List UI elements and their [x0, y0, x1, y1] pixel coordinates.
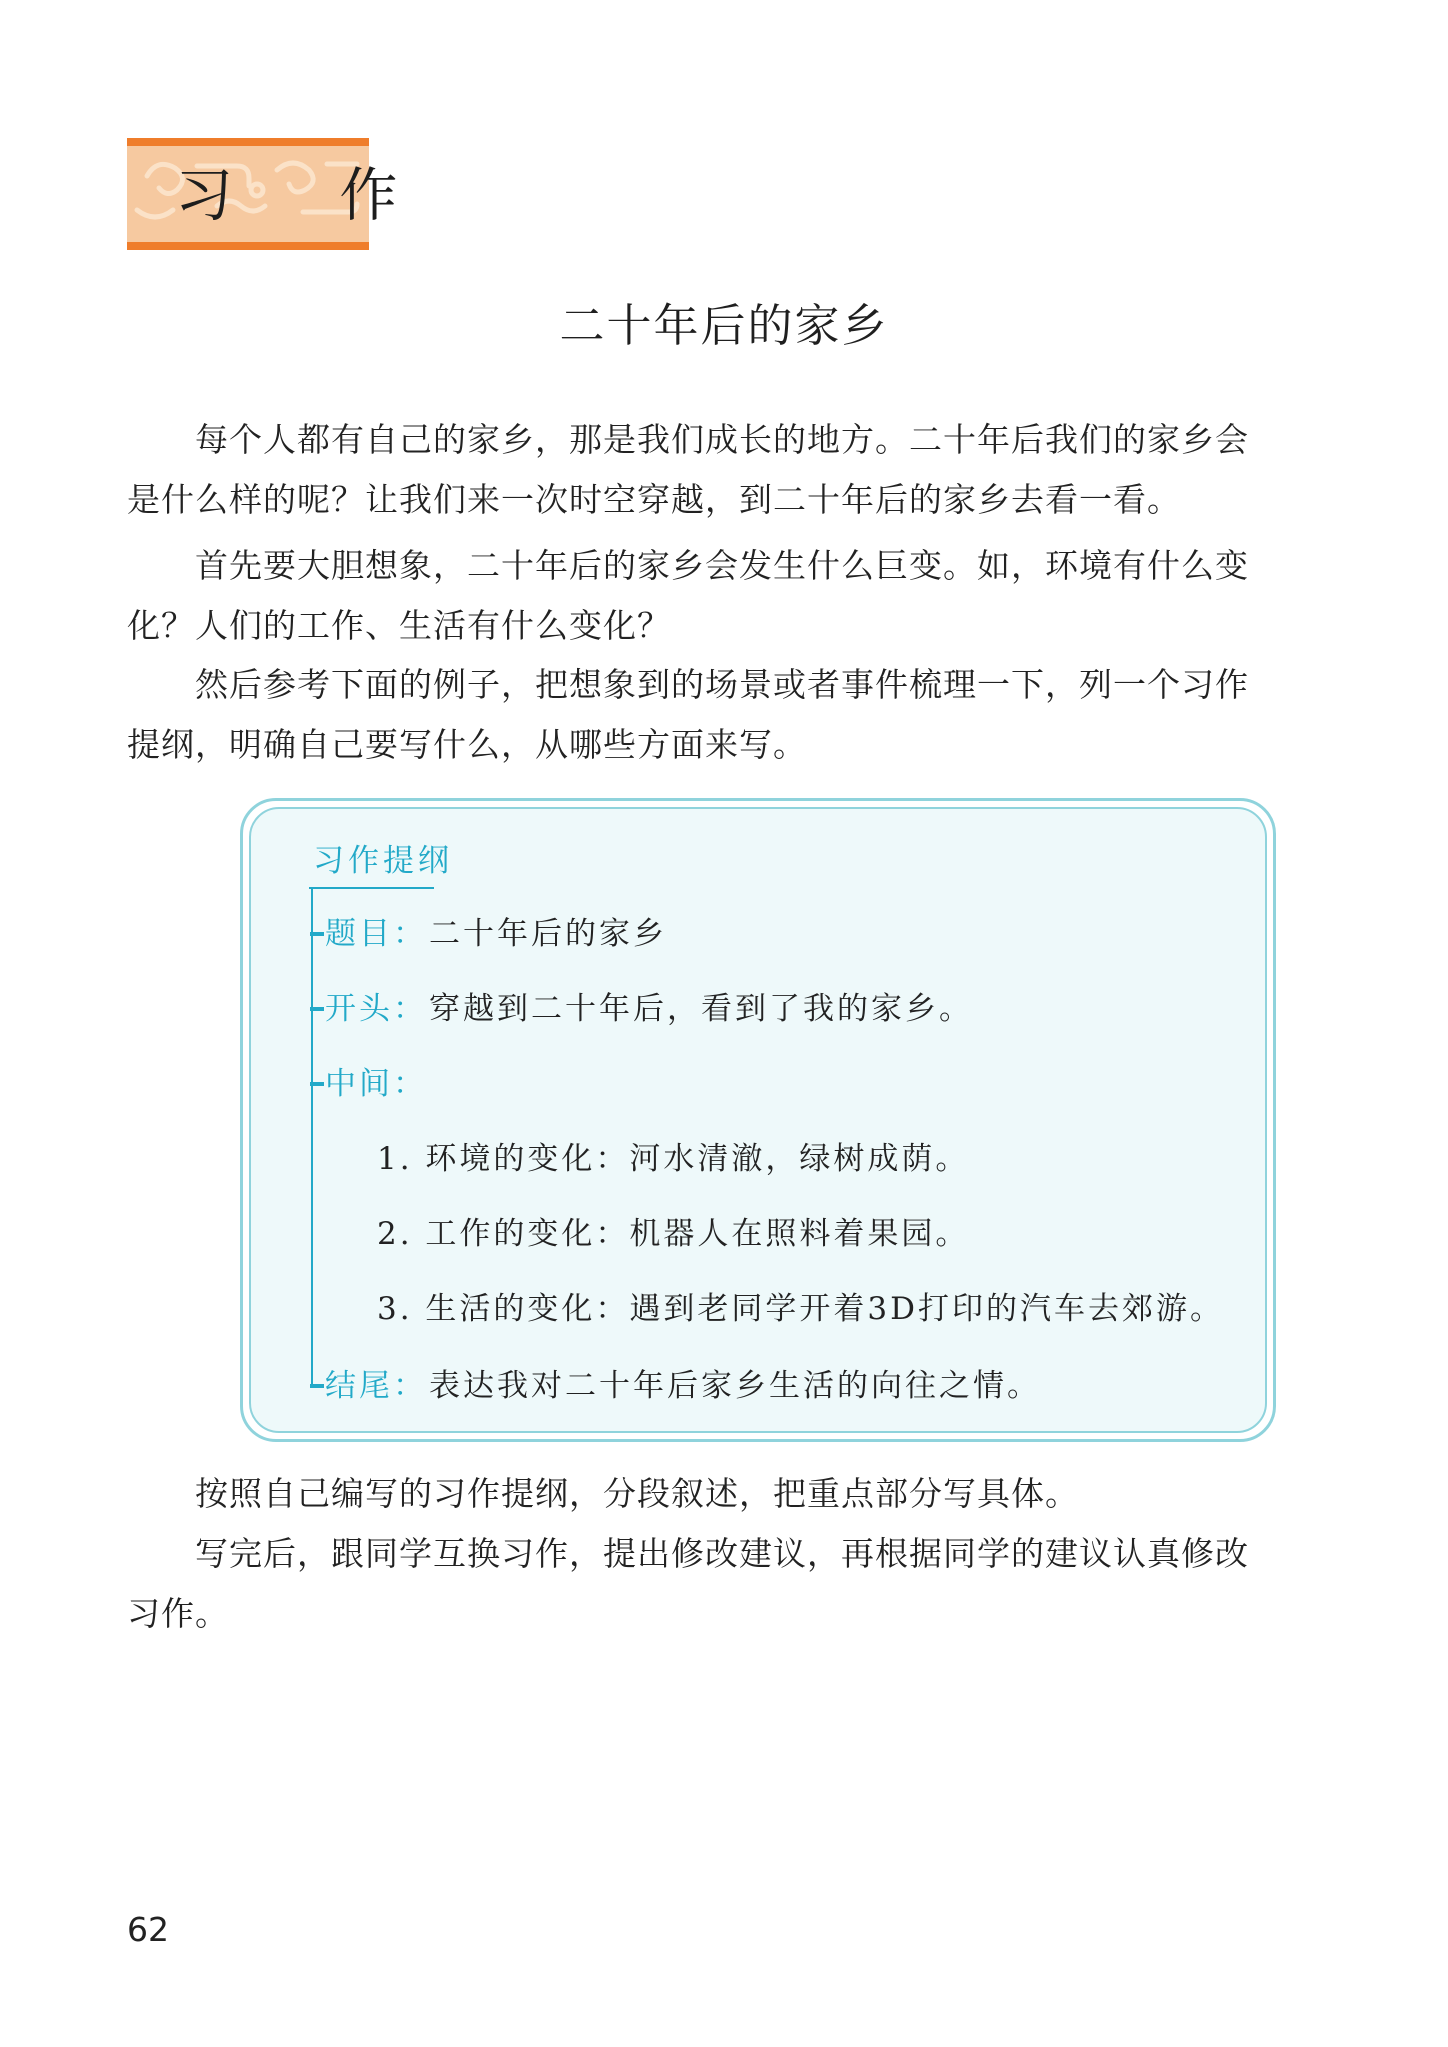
branch-dot-icon [310, 1384, 324, 1388]
paragraph-1: 每个人都有自己的家乡，那是我们成长的地方。二十年后我们的家乡会是什么样的呢？让我们来一次时空穿越，到二十年后的家乡去看一看。 [127, 420, 1249, 519]
outline-middle-item-2: 2. 工作的变化：机器人在照料着果园。 [377, 1216, 970, 1252]
outline-ending-value: 表达我对二十年后家乡生活的向往之情。 [429, 1368, 1041, 1404]
outline-middle-item-1: 1. 环境的变化：河水清澈，绿树成荫。 [377, 1141, 970, 1177]
section-label: 习 作 [175, 161, 442, 229]
outline-middle-label: 中间： [325, 1066, 427, 1102]
outline-opening-label: 开头： [325, 991, 427, 1027]
outline-heading: 习作提纲 [313, 843, 453, 879]
writing-outline-box [240, 798, 1276, 1442]
branch-dot-icon [310, 932, 324, 936]
paragraph-5: 写完后，跟同学互换习作，提出修改建议，再根据同学的建议认真修改习作。 [127, 1534, 1249, 1633]
outline-topic-label: 题目： [325, 916, 427, 952]
outline-heading-underline [309, 887, 434, 889]
branch-dot-icon [310, 1082, 324, 1086]
paragraph-3: 然后参考下面的例子，把想象到的场景或者事件梳理一下，列一个习作提纲，明确自己要写什么，从哪些方面来写。 [127, 665, 1249, 764]
page-number: 62 [127, 1910, 169, 1949]
outline-tree-line [311, 887, 313, 1387]
outline-opening-value: 穿越到二十年后，看到了我的家乡。 [429, 991, 973, 1027]
outline-topic-value: 二十年后的家乡 [429, 916, 667, 952]
badge-bottom-band [127, 242, 369, 250]
section-badge [127, 138, 442, 250]
outline-ending-label: 结尾： [325, 1368, 427, 1404]
paragraph-2: 首先要大胆想象，二十年后的家乡会发生什么巨变。如，环境有什么变化？人们的工作、生活有什么变化？ [127, 546, 1249, 645]
page-title: 二十年后的家乡 [559, 299, 889, 352]
outline-middle-item-3: 3. 生活的变化：遇到老同学开着3D打印的汽车去郊游。 [377, 1291, 1225, 1327]
branch-dot-icon [310, 1007, 324, 1011]
paragraph-4: 按照自己编写的习作提纲，分段叙述，把重点部分写具体。 [195, 1474, 1079, 1513]
badge-top-band [127, 138, 369, 146]
writing-outline-inner [249, 807, 1267, 1433]
